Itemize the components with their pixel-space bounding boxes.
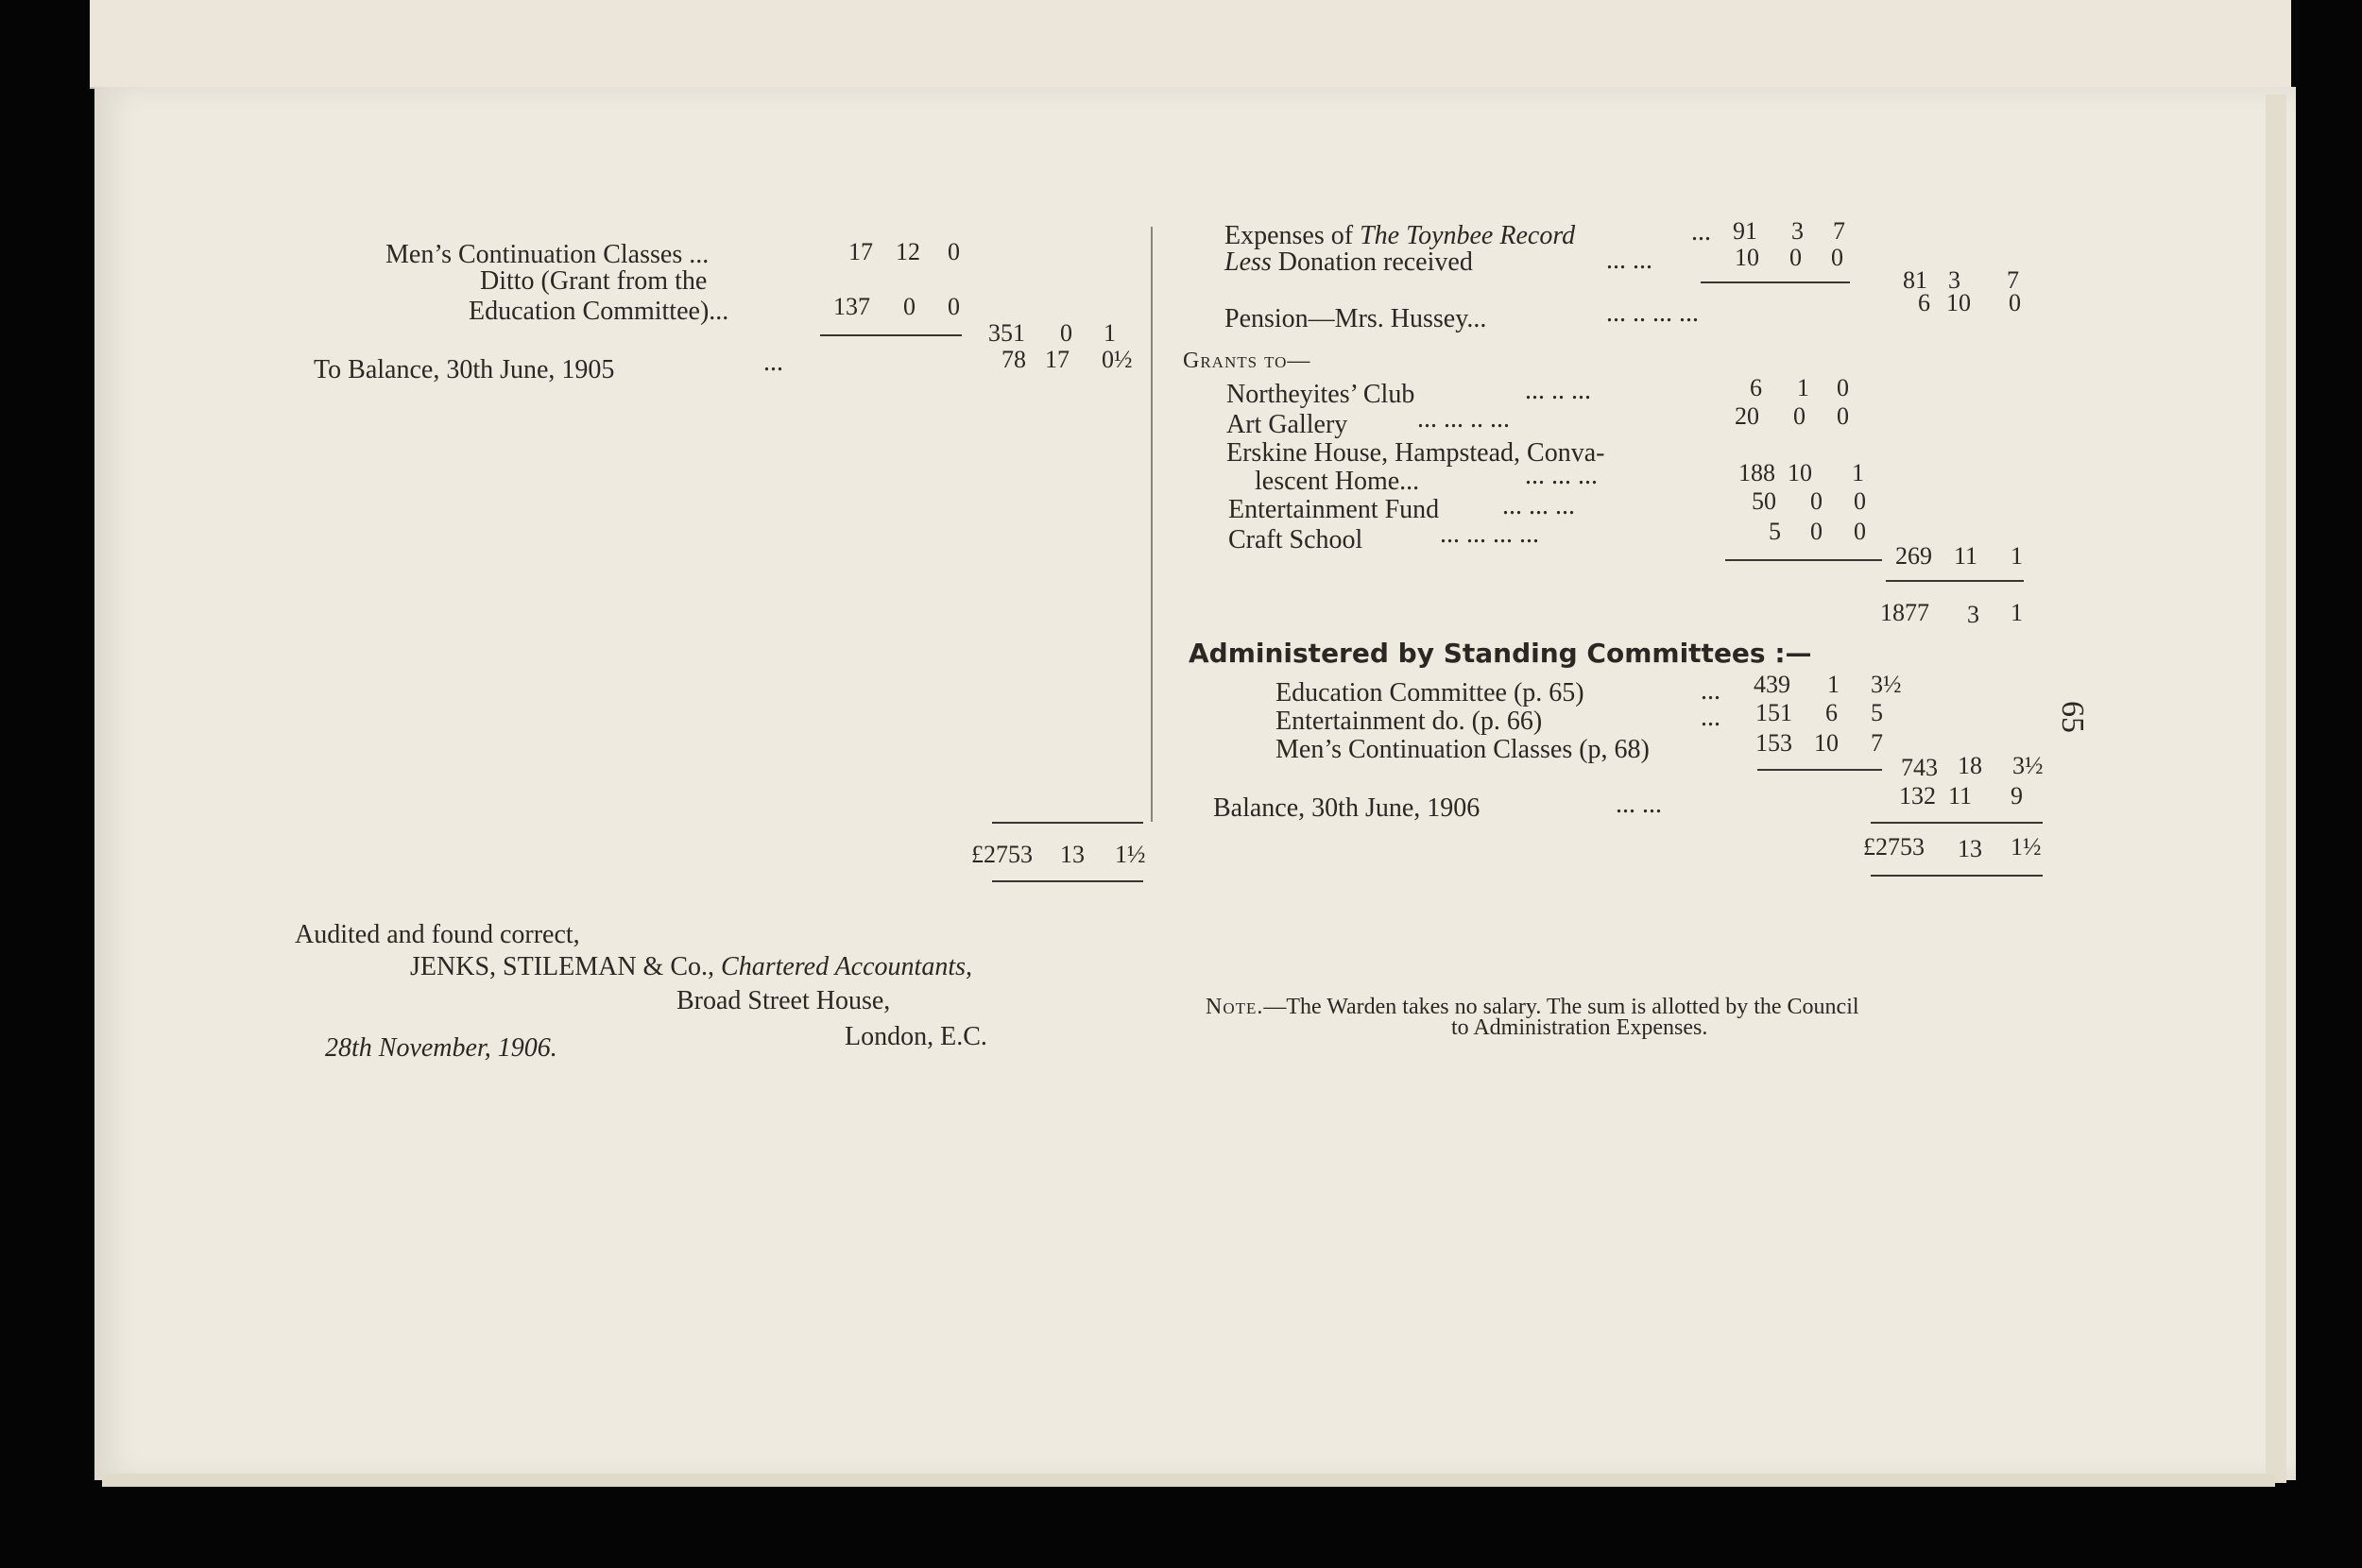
- right-balance-shillings: 11: [1948, 782, 1973, 810]
- expenses-shillings: 3: [1791, 217, 1804, 245]
- less-donation-pence: 0: [1831, 244, 1843, 271]
- audit-line-3: Broad Street House,: [676, 986, 891, 1015]
- expenses-line: [1224, 223, 1575, 249]
- mcc-shillings: 12: [896, 238, 920, 265]
- grants-total-pence: 1: [2011, 542, 2023, 570]
- mcc-pence: 0: [948, 238, 960, 265]
- right-subtotal-rule: [1886, 580, 2024, 582]
- mcc-pounds: 17: [848, 238, 873, 265]
- left-balance-dots: ...: [763, 348, 783, 377]
- left-sub-pounds: 351: [988, 319, 1025, 347]
- note-text-1: —The Warden takes no salary. The sum is allotted by the Council: [1263, 995, 1859, 1019]
- grant-entertainment-shillings: 0: [1810, 487, 1823, 515]
- admin-entertainment-shillings: 6: [1825, 699, 1838, 726]
- grant-craft-school-label: Craft School: [1228, 525, 1363, 554]
- mcc-label-line2: Ditto (Grant from the: [480, 266, 708, 296]
- less-donation-pounds: 10: [1735, 244, 1759, 271]
- grant-erskine-pence: 1: [1852, 459, 1864, 486]
- admin-entertainment-pence: 5: [1871, 699, 1883, 726]
- admin-entertainment-pounds: 151: [1755, 699, 1792, 726]
- left-sub-pence: 1: [1104, 319, 1116, 347]
- admin-entertainment-label: Entertainment do. (p. 66): [1275, 707, 1543, 736]
- page-stack-right-edge: [2266, 94, 2286, 1483]
- grant-erskine-shillings: 10: [1788, 459, 1812, 486]
- grant-art-gallery-dots: ... ... .. ...: [1417, 404, 1510, 434]
- right-total-shillings: 13: [1958, 835, 1982, 862]
- net-expenses-pence: 7: [2007, 266, 2019, 294]
- admin-mcc-pence: 7: [1871, 729, 1883, 757]
- admin-rule: [1757, 769, 1882, 771]
- expenses-rule: [1701, 281, 1850, 283]
- less-donation-shillings: 0: [1789, 244, 1802, 271]
- right-balance-label: Balance, 30th June, 1906: [1213, 793, 1481, 823]
- expenses-pence: 7: [1833, 217, 1845, 245]
- admin-education-shillings: 1: [1827, 671, 1840, 698]
- grants-rule: [1725, 559, 1882, 561]
- grant-northeyites-label: Northeyites’ Club: [1226, 380, 1415, 409]
- grant-art-gallery-label: Art Gallery: [1226, 410, 1348, 439]
- less-donation-label: Donation received: [1277, 247, 1473, 277]
- mcc-label-line1: Men’s Continuation Classes ...: [385, 240, 710, 269]
- left-balance-label: To Balance, 30th June, 1905: [314, 355, 615, 384]
- audit-line-2: [410, 954, 972, 980]
- grant-craft-school-shillings: 0: [1810, 518, 1823, 545]
- net-expenses-pounds: 81: [1903, 266, 1927, 294]
- grant-shillings: 0: [903, 293, 916, 320]
- right-subtotal-pounds: 1877: [1880, 599, 1929, 626]
- left-balance-shillings: 17: [1045, 346, 1070, 373]
- note-line-2: to Administration Expenses.: [1451, 1015, 1708, 1040]
- grant-erskine-dots: ... ... ...: [1525, 461, 1598, 490]
- left-total-rule-bottom: [992, 880, 1143, 882]
- grant-pence: 0: [948, 293, 960, 320]
- less-word: Less: [1224, 247, 1272, 277]
- admin-mcc-shillings: 10: [1814, 729, 1839, 757]
- grant-pounds: 137: [833, 293, 870, 320]
- grants-total-shillings: 11: [1954, 542, 1978, 570]
- admin-total-pence: 3½: [2012, 752, 2044, 779]
- left-total-rule-top: [992, 822, 1143, 824]
- left-total-pence: 1½: [1115, 841, 1146, 868]
- auditor-role: Chartered Accountants,: [721, 952, 972, 981]
- grant-craft-school-pence: 0: [1854, 518, 1866, 545]
- pension-shillings: 10: [1946, 289, 1971, 316]
- right-total-pence: 1½: [2011, 833, 2042, 861]
- grant-northeyites-dots: ... .. ...: [1525, 376, 1591, 405]
- note-label: Note.: [1206, 995, 1264, 1019]
- grant-art-gallery-pounds: 20: [1735, 402, 1759, 430]
- expenses-dots: ...: [1691, 217, 1711, 247]
- less-donation-dots: ... ...: [1606, 246, 1652, 275]
- grant-northeyites-pence: 0: [1837, 374, 1849, 401]
- left-subtotal-rule: [820, 334, 962, 336]
- expenses-pounds: 91: [1733, 217, 1757, 245]
- grants-total-pounds: 269: [1895, 542, 1932, 570]
- pension-pounds: 6: [1918, 289, 1930, 316]
- grant-erskine-pounds: 188: [1738, 459, 1775, 486]
- mcc-label-line3: Education Committee)...: [469, 297, 729, 326]
- admin-total-pounds: 743: [1901, 754, 1938, 781]
- left-total-pounds: £2753: [971, 841, 1033, 868]
- grant-craft-school-dots: ... ... ... ...: [1440, 520, 1539, 549]
- previous-page-edge: [90, 0, 2291, 89]
- admin-mcc-pounds: 153: [1755, 729, 1792, 757]
- grant-erskine-label-2: lescent Home...: [1255, 467, 1420, 496]
- less-donation-line: [1224, 249, 1473, 276]
- auditor-firm: JENKS, STILEMAN & Co.,: [410, 952, 715, 981]
- right-total-rule-bottom: [1871, 875, 2043, 877]
- grant-entertainment-dots: ... ... ...: [1502, 491, 1575, 520]
- grant-northeyites-pounds: 6: [1750, 374, 1762, 401]
- grant-erskine-label-1: Erskine House, Hampstead, Conva-: [1226, 438, 1605, 468]
- grant-art-gallery-shillings: 0: [1793, 402, 1806, 430]
- grant-entertainment-label: Entertainment Fund: [1228, 495, 1440, 524]
- grant-entertainment-pounds: 50: [1752, 487, 1776, 515]
- admin-mcc-label: Men’s Continuation Classes (p, 68): [1275, 735, 1650, 764]
- toynbee-record-title: The Toynbee Record: [1360, 221, 1576, 250]
- administered-heading: Administered by Standing Committees :—: [1189, 638, 1812, 669]
- left-balance-pounds: 78: [1001, 346, 1026, 373]
- left-balance-pence: 0½: [1102, 346, 1133, 373]
- audit-date: 28th November, 1906.: [325, 1033, 557, 1063]
- right-subtotal-shillings: 3: [1967, 601, 1979, 628]
- grant-entertainment-pence: 0: [1854, 487, 1866, 515]
- right-balance-pence: 9: [2011, 782, 2023, 810]
- admin-education-pounds: 439: [1754, 671, 1790, 698]
- admin-total-shillings: 18: [1958, 752, 1982, 779]
- page-number: 65: [2055, 701, 2090, 733]
- admin-education-label: Education Committee (p. 65): [1275, 678, 1584, 707]
- right-subtotal-pence: 1: [2011, 599, 2023, 626]
- expenses-label: Expenses of: [1224, 221, 1354, 250]
- left-total-shillings: 13: [1060, 841, 1085, 868]
- admin-education-pence: 3½: [1871, 671, 1902, 698]
- audit-line-1: Audited and found correct,: [295, 920, 580, 949]
- page-stack-bottom-edge: [102, 1474, 2275, 1487]
- audit-city: London, E.C.: [845, 1022, 987, 1051]
- left-sub-shillings: 0: [1060, 319, 1072, 347]
- right-balance-pounds: 132: [1899, 782, 1936, 810]
- net-expenses-shillings: 3: [1948, 266, 1960, 294]
- grants-heading: Grants to—: [1183, 349, 1311, 373]
- grant-craft-school-pounds: 5: [1769, 518, 1781, 545]
- admin-education-dots: ...: [1701, 676, 1720, 706]
- column-divider: [1151, 227, 1153, 822]
- pension-dots: ... .. ... ...: [1606, 298, 1699, 328]
- pension-label: Pension—Mrs. Hussey...: [1224, 304, 1487, 333]
- right-balance-dots: ... ...: [1616, 790, 1662, 819]
- right-total-rule-top: [1871, 822, 2043, 824]
- right-total-pounds: £2753: [1863, 833, 1925, 861]
- admin-entertainment-dots: ...: [1701, 703, 1720, 732]
- grant-northeyites-shillings: 1: [1797, 374, 1809, 401]
- pension-pence: 0: [2009, 289, 2021, 316]
- grant-art-gallery-pence: 0: [1837, 402, 1849, 430]
